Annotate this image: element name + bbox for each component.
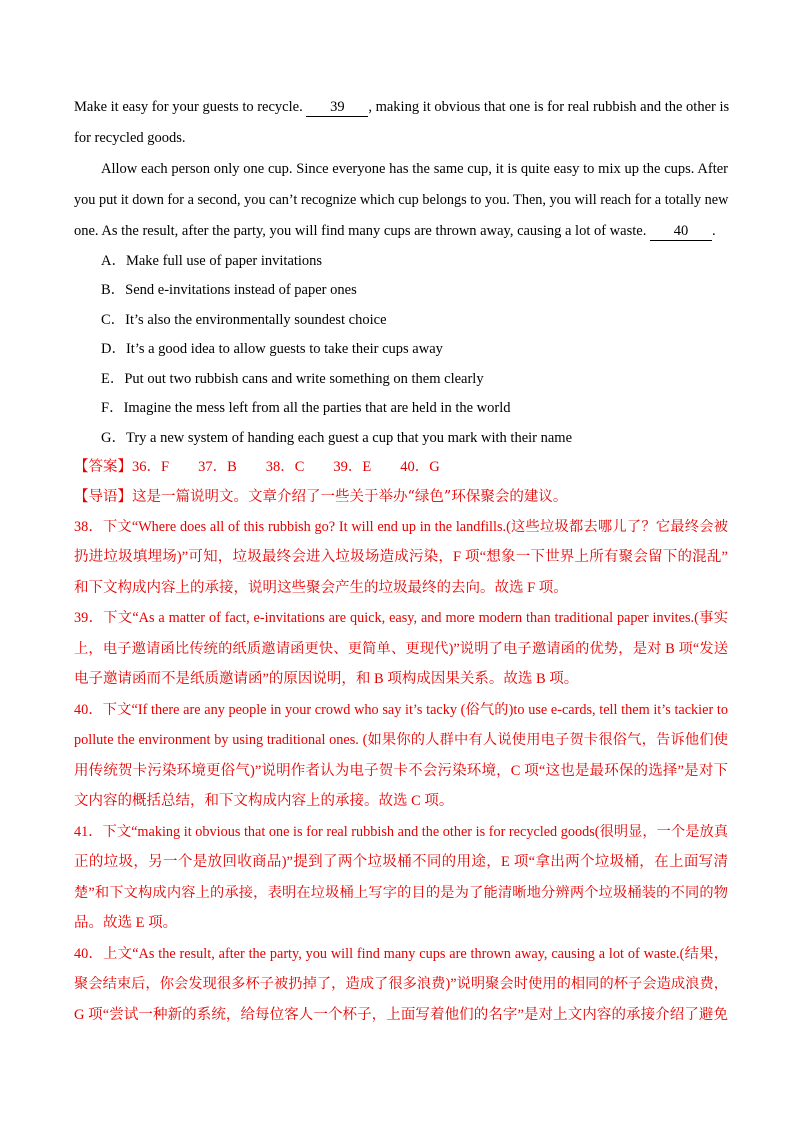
option-b: B．Send e-invitations instead of paper ones	[101, 282, 357, 298]
explanation-40-line3: 用传统贺卡污染环境更俗气)”说明作者认为电子贺卡不会污染环境，C 项“这也是最环保的选择”是对下	[74, 763, 728, 779]
passage-text: , making it obvious that one is for real rubbish and the other is	[368, 99, 730, 115]
guide-label: 【导语】	[74, 489, 132, 505]
blank-39: 39	[306, 99, 368, 117]
option-c: C．It’s also the environmentally soundest choice	[101, 312, 387, 328]
explanation-41-line2: 正的垃圾，另一个是放回收商品)”提到了两个垃圾桶不同的用途，E 项“拿出两个垃圾桶，在上面写清	[74, 854, 728, 870]
passage-text: one. As the result, after the party, you will find many cups are thrown away, causing a lot of waste.	[74, 223, 650, 239]
explanation-39-line2: 上，电子邀请函比传统的纸质邀请函更快、更简单、更现代)”说明了电子邀请函的优势，是对 B 项“发送	[74, 641, 728, 657]
answer-label: 【答案】	[74, 459, 132, 475]
passage-p2-line3	[74, 221, 728, 241]
option-d: D．It’s a good idea to allow guests to take their cups away	[101, 341, 443, 357]
option-f: F．Imagine the mess left from all the parties that are held in the world	[101, 400, 511, 416]
answer-text: 36．F 37．B 38．C 39．E 40．G	[132, 459, 440, 475]
explanation-40b-line2: 聚会结束后，你会发现很多杯子被扔掉了，造成了很多浪费)”说明聚会时使用的相同的杯子会造成浪费，	[74, 976, 728, 992]
explanation-40b-line1: 40．上文“As the result, after the party, you will find many cups are thrown away, causing a lot of waste.(结果，	[74, 946, 728, 962]
passage-text: .	[711, 223, 716, 239]
answer-line	[74, 457, 728, 477]
passage-p2-line2: you put it down for a second, you can’t recognize which cup belongs to you. Then, you will reach for a totally new	[74, 192, 729, 208]
passage-p2-line1: Allow each person only one cup. Since everyone has the same cup, it is quite easy to mix up the cups. After	[101, 161, 728, 177]
passage-p1-line2: for recycled goods.	[74, 130, 186, 146]
explanation-40-line2: pollute the environment by using traditional ones. (如果你的人群中有人说使用电子贺卡很俗气，告诉他们使	[74, 732, 728, 748]
option-a: A．Make full use of paper invitations	[101, 253, 323, 269]
blank-40: 40	[650, 223, 712, 241]
explanation-39-line3: 电子邀请函而不是纸质邀请函”的原因说明，和 B 项构成因果关系。故选 B 项。	[74, 671, 579, 687]
option-g: G．Try a new system of handing each guest a cup that you mark with their name	[101, 430, 573, 446]
explanation-41-line4: 品。故选 E 项。	[74, 915, 178, 931]
guide-text: 这是一篇说明文。文章介绍了一些关于举办“绿色”环保聚会的建议。	[132, 489, 568, 505]
option-e: E．Put out two rubbish cans and write something on them clearly	[101, 371, 484, 387]
explanation-40b-line3: G 项“尝试一种新的系统，给每位客人一个杯子，上面写着他们的名字”是对上文内容的承接介绍了避免	[74, 1007, 728, 1023]
guide-line	[74, 487, 728, 507]
explanation-38-line1: 38．下文“Where does all of this rubbish go? It will end up in the landfills.(这些垃圾都去哪儿了？它最终会被	[74, 519, 728, 535]
explanation-41-line3: 楚”和下文构成内容上的承接，表明在垃圾桶上写字的目的是为了能清晰地分辨两个垃圾桶装的不同的物	[74, 885, 728, 901]
passage-text: Make it easy for your guests to recycle.	[74, 99, 307, 115]
explanation-38-line2: 扔进垃圾填埋场)”可知，垃圾最终会进入垃圾场造成污染，F 项“想象一下世界上所有聚会留下的混乱”	[74, 549, 728, 565]
explanation-40-line4: 文内容的概括总结，和下文构成内容上的承接。故选 C 项。	[74, 793, 454, 809]
explanation-40-line1: 40．下文“If there are any people in your crowd who say it’s tacky (俗气的)to use e-cards, tell them it’s tackier to	[74, 702, 728, 718]
explanation-38-line3: 和下文构成内容上的承接，说明这些聚会产生的垃圾最终的去向。故选 F 项。	[74, 580, 568, 596]
explanation-39-line1: 39．下文“As a matter of fact, e-invitations are quick, easy, and more modern than traditional paper invites.(事实	[74, 610, 728, 626]
explanation-41-line1: 41．下文“making it obvious that one is for real rubbish and the other is for recycled goods(很明显，一个是放真	[74, 824, 728, 840]
passage-p1-line1	[74, 97, 728, 117]
